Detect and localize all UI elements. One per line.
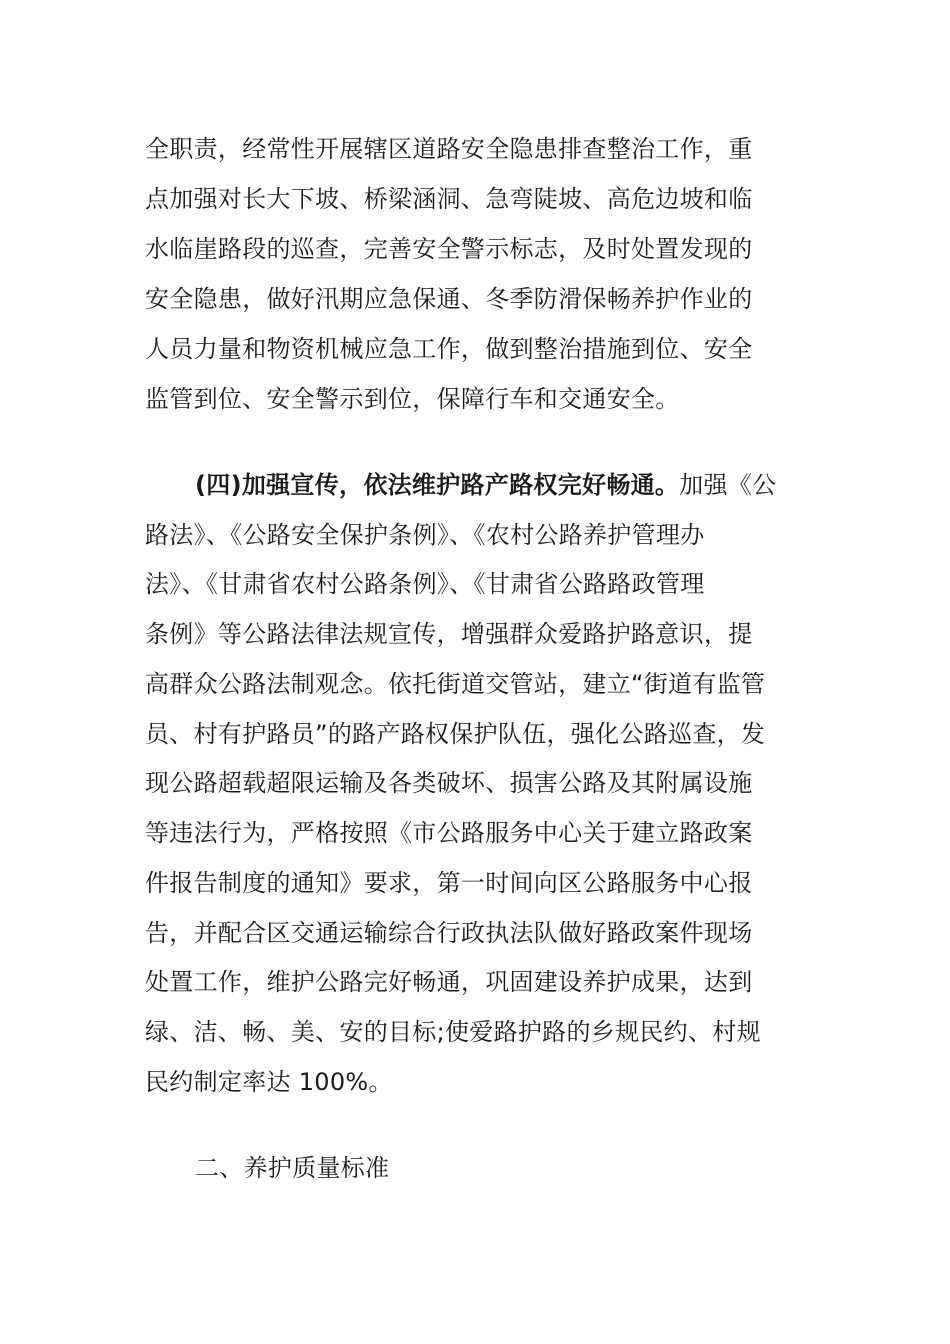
paragraph-2-line-9: 件报告制度的通知》要求，第一时间向区公路服务中心报 xyxy=(145,869,753,897)
paragraph-1-line-3: 水临崖路段的巡查，完善安全警示标志，及时处置发现的 xyxy=(145,235,753,263)
paragraph-1-line-1: 全职责，经常性开展辖区道路安全隐患排查整治工作，重 xyxy=(145,135,753,163)
paragraph-1-line-6: 监管到位、安全警示到位，保障行车和交通安全。 xyxy=(145,385,680,413)
paragraph-2-line-3: 法》、《甘肃省农村公路条例》、《甘肃省公路路政管理 xyxy=(145,570,705,598)
paragraph-2-line-13: 民约制定率达 100%。 xyxy=(145,1068,393,1096)
paragraph-2-line-6: 员、村有护路员”的路产路权保护队伍，强化公路巡查，发 xyxy=(145,720,766,748)
paragraph-2-first-line xyxy=(195,470,776,500)
section-heading: 二、养护质量标准 xyxy=(195,1154,390,1182)
paragraph-1-line-5: 人员力量和物资机械应急工作，做到整治措施到位、安全 xyxy=(145,335,753,363)
paragraph-2-first-line-rest: 加强《公 xyxy=(679,471,777,499)
paragraph-1-line-2: 点加强对长大下坡、桥梁涵洞、急弯陡坡、高危边坡和临 xyxy=(145,185,753,213)
paragraph-2-line-4: 条例》等公路法律法规宣传，增强群众爱路护路意识，提 xyxy=(145,620,753,648)
paragraph-1-line-4: 安全隐患，做好汛期应急保通、冬季防滑保畅养护作业的 xyxy=(145,285,753,313)
paragraph-2-line-7: 现公路超载超限运输及各类破坏、损害公路及其附属设施 xyxy=(145,769,753,797)
paragraph-2-line-8: 等违法行为，严格按照《市公路服务中心关于建立路政案 xyxy=(145,819,753,847)
paragraph-2-line-11: 处置工作，维护公路完好畅通，巩固建设养护成果，达到 xyxy=(145,968,753,996)
paragraph-2-line-5: 高群众公路法制观念。依托街道交管站，建立“街道有监管 xyxy=(145,670,766,698)
paragraph-2-line-12: 绿、洁、畅、美、安的目标;使爱路护路的乡规民约、村规 xyxy=(145,1018,761,1046)
paragraph-2-line-2: 路法》、《公路安全保护条例》、《农村公路养护管理办 xyxy=(145,521,705,549)
paragraph-2-line-10: 告，并配合区交通运输综合行政执法队做好路政案件现场 xyxy=(145,919,753,947)
paragraph-2-heading: (四)加强宣传，依法维护路产路权完好畅通。 xyxy=(195,471,680,499)
